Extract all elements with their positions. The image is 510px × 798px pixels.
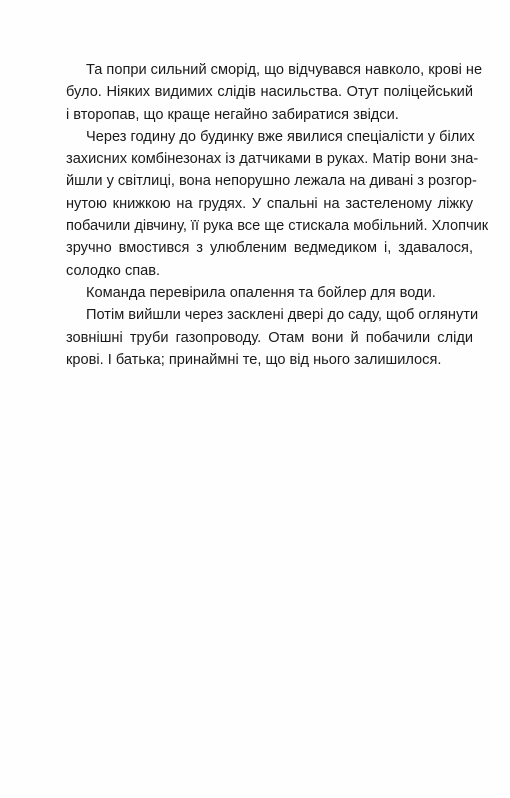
- text-line: йшли у світлиці, вона непорушно лежала на дивані з розгор-: [66, 173, 477, 190]
- body-text: [66, 59, 489, 371]
- text-line: побачили дівчину, її рука все ще стискала мобільний. Хлопчик: [66, 218, 489, 235]
- text-line: крові. І батька; принаймні те, що від нього залишилося.: [66, 351, 442, 368]
- text-line: захисних комбінезонах із датчиками в руках. Матір вони зна-: [66, 151, 479, 168]
- text-line: Потім вийшли через засклені двері до саду, щоб оглянути: [86, 307, 479, 324]
- text-line: зручно вмостився з улюбленим ведмедиком і, здавалося,: [66, 240, 473, 257]
- text-line: нутою книжкою на грудях. У спальні на застеленому ліжку: [66, 195, 473, 212]
- text-line: зовнішні труби газопроводу. Отам вони й побачили сліди: [66, 329, 473, 346]
- text-line: було. Ніяких видимих слідів насильства. Отут поліцейський: [66, 84, 473, 101]
- text-line: Через годину до будинку вже явилися спеціалісти у білих: [86, 128, 475, 145]
- text-line: і второпав, що краще негайно забиратися звідси.: [66, 106, 399, 123]
- text-line: Та попри сильний сморід, що відчувався навколо, крові не: [86, 62, 483, 78]
- text-line: Команда перевірила опалення та бойлер для води.: [86, 284, 436, 301]
- text-line: солодко спав.: [66, 262, 161, 279]
